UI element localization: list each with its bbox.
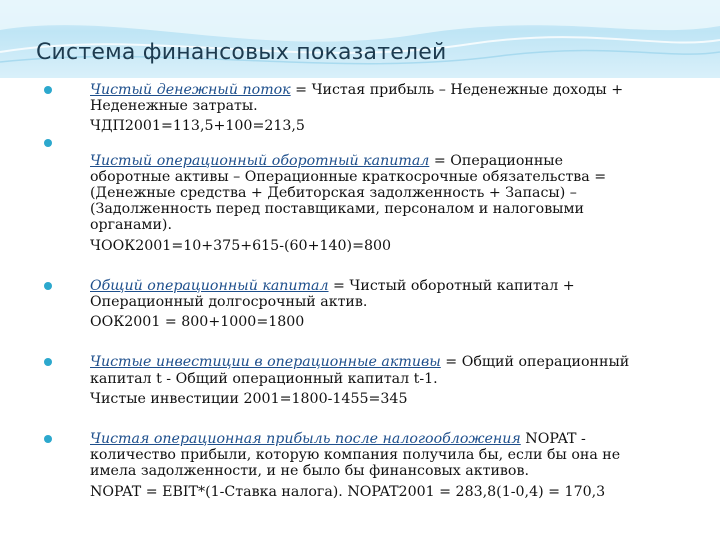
term-label: Чистый операционный оборотный капитал (90, 152, 430, 169)
item-text: NOPAT - (525, 431, 586, 448)
item-text: = Чистый оборотный капитал + (333, 277, 575, 294)
item-line (90, 82, 694, 98)
item-text: = Общий операционный (445, 354, 630, 371)
bullet-icon (44, 86, 52, 94)
item-line: оборотные активы – Операционные краткосрочные обязательства = (90, 168, 607, 185)
item-line (90, 431, 694, 447)
content-list (44, 82, 694, 500)
formula: ЧООК2001=10+375+615-(60+140)=800 (90, 237, 392, 254)
item-line: капитал t - Общий операционный капитал t-1. (90, 370, 438, 387)
page-title: Система финансовых показателей (36, 40, 447, 65)
item-line (90, 153, 694, 169)
decorative-waves (0, 0, 720, 78)
item-line: (Денежные средства + Дебиторская задолженность + Запасы) – (90, 185, 577, 202)
item-line: органами). (90, 217, 172, 234)
term-label: Чистые инвестиции в операционные активы (90, 354, 441, 371)
item-line (90, 278, 694, 294)
term-label: Чистый денежный поток (90, 82, 291, 98)
formula: ЧДП2001=113,5+100=213,5 (90, 118, 305, 135)
formula: NOPAT = EBIT*(1-Ставка налога). NOPAT2001 = 283,8(1-0,4) = 170,3 (90, 483, 606, 500)
list-item-total-operating-capital (44, 278, 694, 331)
item-line (90, 354, 694, 370)
item-line: количество прибыли, которую компания получила бы, если бы она не (90, 447, 621, 464)
item-line: имела задолженности, и не было бы финансовых активов. (90, 463, 529, 480)
list-item-net-cash-flow (44, 82, 694, 135)
item-line: Неденежные затраты. (90, 98, 258, 115)
header-band (0, 0, 720, 78)
item-text: = Операционные (433, 152, 563, 169)
bullet-icon (44, 435, 52, 443)
bullet-icon (44, 282, 52, 290)
formula: Чистые инвестиции 2001=1800-1455=345 (90, 390, 408, 407)
term-label: Общий операционный капитал (90, 277, 329, 294)
term-label: Чистая операционная прибыль после налогообложения (90, 431, 521, 448)
item-line: (Задолженность перед поставщиками, персоналом и налоговыми (90, 201, 584, 218)
formula: ООК2001 = 800+1000=1800 (90, 314, 305, 331)
item-text: = Чистая прибыль – Неденежные доходы + (295, 82, 624, 98)
bullet-icon (44, 139, 52, 147)
list-item-net-operating-working-capital (44, 153, 694, 254)
list-item-net-investment (44, 354, 694, 407)
bullet-icon (44, 358, 52, 366)
item-line: Операционный долгосрочный актив. (90, 294, 368, 311)
list-item-nopat (44, 431, 694, 500)
